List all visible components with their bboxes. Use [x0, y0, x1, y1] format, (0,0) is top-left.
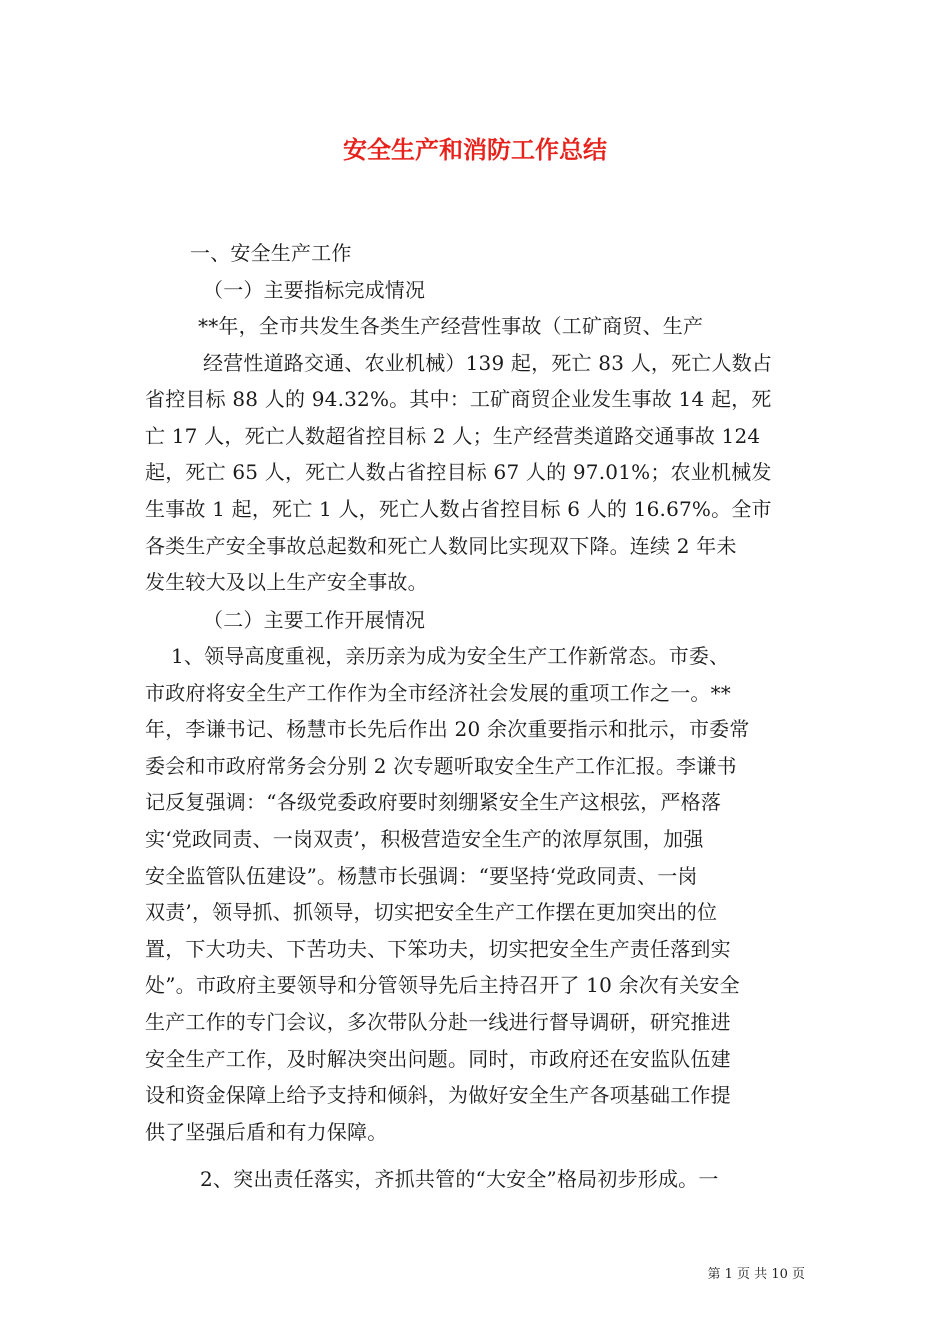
- subsection-heading-2: [145, 602, 805, 639]
- paragraph-line: 经营性道路交通、农业机械）139 起，死亡 83 人，死亡人数占: [203, 350, 773, 375]
- paragraph-line: 年，李谦书记、杨慧市长先后作出 20 余次重要指示和批示，市委常: [145, 717, 750, 742]
- paragraph-line: 委会和市政府常务会分别 2 次专题听取安全生产工作汇报。李谦书: [145, 753, 737, 778]
- paragraph-responsibility: [145, 1161, 805, 1198]
- paragraph-line: 实‘党政同责、一岗双责’，积极营造安全生产的浓厚氛围，加强: [145, 826, 704, 851]
- paragraph-line: 省控目标 88 人的 94.32%。其中：工矿商贸企业发生事故 14 起，死: [145, 387, 772, 412]
- paragraph-line: 1、领导高度重视，亲历亲为成为安全生产工作新常态。市委、: [171, 644, 730, 668]
- heading-text: （二）主要工作开展情况: [203, 608, 426, 632]
- paragraph-line: 生事故 1 起，死亡 1 人，死亡人数占省控目标 6 人的 16.67%。全市: [145, 496, 772, 521]
- paragraph-line: 置，下大功夫、下苦功夫、下笨功夫，切实把安全生产责任落到实: [145, 936, 731, 961]
- paragraph-line: 起，死亡 65 人，死亡人数占省控目标 67 人的 97.01%；农业机械发: [145, 460, 772, 485]
- paragraph-leadership: [145, 638, 805, 1150]
- paragraph-line: 亡 17 人，死亡人数超省控目标 2 人；生产经营类道路交通事故 124: [145, 423, 761, 448]
- paragraph-indicators: [145, 308, 805, 601]
- paragraph-line: 供了坚强后盾和有力保障。: [145, 1119, 388, 1144]
- paragraph-line: 各类生产安全事故总起数和死亡人数同比实现双下降。连续 2 年未: [145, 533, 737, 558]
- page-title: 安全生产和消防工作总结: [343, 136, 607, 164]
- paragraph-line: 2、突出责任落实，齐抓共管的“大安全”格局初步形成。一: [200, 1167, 719, 1191]
- subsection-heading-1: [145, 272, 805, 309]
- paragraph-line: 生产工作的专门会议，多次带队分赴一线进行督导调研，研究推进: [145, 1009, 731, 1034]
- paragraph-line: 设和资金保障上给予支持和倾斜，为做好安全生产各项基础工作提: [145, 1083, 731, 1108]
- paragraph-line: 市政府将安全生产工作作为全市经济社会发展的重项工作之一。**: [145, 680, 731, 705]
- paragraph-line: 记反复强调：“各级党委政府要时刻绷紧安全生产这根弦，严格落: [145, 790, 722, 815]
- heading-text: （一）主要指标完成情况: [203, 278, 426, 302]
- page-number-footer: 第 1 页 共 10 页: [707, 1267, 805, 1282]
- paragraph-line: **年，全市共发生各类生产经营性事故（工矿商贸、生产: [198, 314, 704, 338]
- paragraph-line: 处”。市政府主要领导和分管领导先后主持召开了 10 余次有关安全: [145, 973, 740, 998]
- section-heading-1: [145, 235, 805, 272]
- paragraph-line: 发生较大及以上生产安全事故。: [145, 570, 428, 595]
- heading-text: 一、安全生产工作: [190, 241, 352, 265]
- paragraph-line: 安全生产工作，及时解决突出问题。同时，市政府还在安监队伍建: [145, 1046, 731, 1071]
- paragraph-line: 双责’，领导抓、抓领导，切实把安全生产工作摆在更加突出的位: [145, 900, 718, 925]
- paragraph-line: 安全监管队伍建设”。杨慧市长强调：“要坚持‘党政同责、一岗: [145, 863, 698, 888]
